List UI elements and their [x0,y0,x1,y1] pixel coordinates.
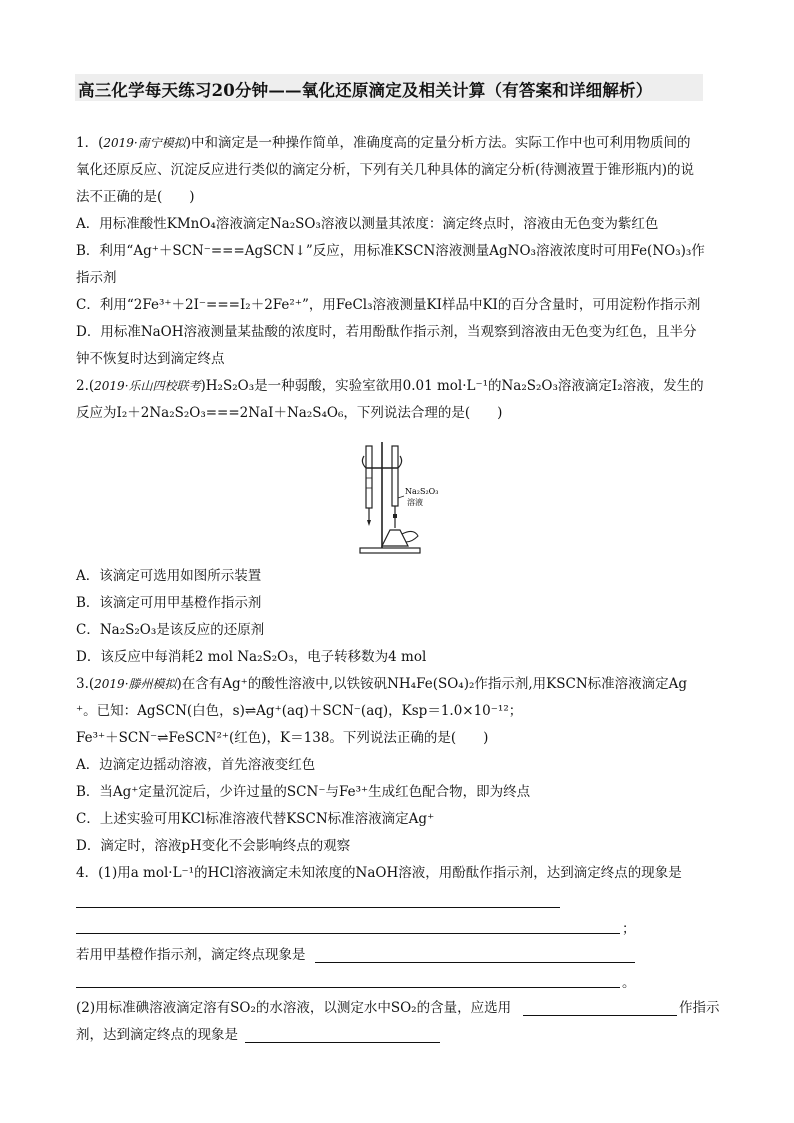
q2-option-d: D．该反应中每消耗2 mol Na₂S₂O₃，电子转移数为4 mol [76,649,427,665]
q3-number: 3.( [76,676,95,692]
q3-option-d: D．滴定时，溶液pH变化不会影响终点的观察 [76,838,351,854]
q1-line3: 法不正确的是( ) [76,189,195,205]
q1-option-a: A．用标准酸性KMnO₄溶液滴定Na₂SO₃溶液以测量其浓度：滴定终点时，溶液由无色变为紫红色 [76,216,659,232]
q3-text: )在含有Ag⁺的酸性溶液中,以铁铵矾NH₄Fe(SO₄)₂作指示剂,用KSCN标准溶液滴定Ag [176,676,688,692]
q1-number: 1．( [76,135,104,151]
q1-option-d-2: 钟不恢复时达到滴定终点 [76,351,225,367]
page-title: 高三化学每天练习20分钟——氧化还原滴定及相关计算（有答案和详细解析） [78,81,653,100]
titration-apparatus-drawing [352,438,444,556]
q3-line1 [76,674,687,694]
q4-part2-text: (2)用标准碘溶液滴定溶有SO₂的水溶液，以测定水中SO₂的含量，应选用 [76,1000,512,1016]
figure-label-solution: 溶液 [407,498,423,507]
q4-semicolon: ； [622,921,636,937]
q2-source: 2019·乐山四校联考 [94,379,201,393]
answer-blank-5[interactable] [523,1015,677,1016]
q1-option-b-2: 指示剂 [76,270,117,286]
q4-line5 [76,998,511,1018]
q1-option-d-1: D．用标准NaOH溶液测量某盐酸的浓度时，若用酚酞作指示剂，当观察到溶液由无色变为红色，且半分 [76,324,697,340]
q4-period: 。 [622,975,636,991]
answer-blank-1[interactable] [76,907,560,908]
q2-option-b: B．该滴定可用甲基橙作指示剂 [76,595,262,611]
q2-line2: 反应为I₂＋2Na₂S₂O₃===2NaI＋Na₂S₄O₆，下列说法合理的是( ) [76,405,503,421]
answer-blank-2[interactable] [76,933,620,934]
q3-source: 2019·滕州模拟 [94,677,177,691]
q4-line5-suffix: 作指示 [679,1000,720,1016]
q2-option-a: A．该滴定可选用如图所示装置 [76,568,262,584]
q3-option-b: B．当Ag⁺定量沉淀后，少许过量的SCN⁻与Fe³⁺生成红色配合物，即为终点 [76,784,531,800]
q4-line3: 若用甲基橙作指示剂，滴定终点现象是 [76,947,306,963]
figure-label-reagent: Na₂S₂O₃ [405,487,439,496]
q2-text: )H₂S₂O₃是一种弱酸，实验室欲用0.01 mol·L⁻¹的Na₂S₂O₃溶液滴定I₂溶液，发生的 [200,378,704,394]
q2-line1 [76,376,704,396]
q4-line6: 剂，达到滴定终点的现象是 [76,1027,238,1043]
q1-line2: 氧化还原反应、沉淀反应进行类似的滴定分析，下列有关几种具体的滴定分析(待测液置于锥形瓶内)的说 [76,162,695,178]
q3-line2: ⁺。已知：AgSCN(白色，s)⇌Ag⁺(aq)＋SCN⁻(aq)，Ksp＝1.0×10⁻¹²； [76,703,523,719]
q3-line3: Fe³⁺＋SCN⁻⇌FeSCN²⁺(红色)，K＝138。下列说法正确的是( ) [76,730,489,746]
q4-line1: 4．(1)用a mol·L⁻¹的HCl溶液滴定未知浓度的NaOH溶液，用酚酞作指示剂，达到滴定终点的现象是 [76,865,682,881]
answer-blank-6[interactable] [245,1042,440,1043]
answer-blank-3[interactable] [315,962,635,963]
q2-number: 2.( [76,378,95,394]
q1-option-b-1: B．利用“Ag⁺＋SCN⁻===AgSCN↓”反应，用标准KSCN溶液测量AgNO₃溶液浓度时可用Fe(NO₃)₃作 [76,243,705,259]
q1-text: )中和滴定是一种操作简单，准确度高的定量分析方法。实际工作中也可利用物质间的 [185,135,691,151]
titration-apparatus-figure [352,438,444,556]
q1-option-c: C．利用“2Fe³⁺＋2I⁻===I₂＋2Fe²⁺”，用FeCl₃溶液测量KI样品中KI的百分含量时，可用淀粉作指示剂 [76,297,701,313]
q3-option-c: C．上述实验可用KCl标准溶液代替KSCN标准溶液滴定Ag⁺ [76,811,435,827]
q3-option-a: A．边滴定边摇动溶液，首先溶液变红色 [76,757,316,773]
q1-line1 [76,133,691,153]
q1-source: 2019·南宁模拟 [103,136,186,150]
q2-option-c: C．Na₂S₂O₃是该反应的还原剂 [76,622,265,638]
answer-blank-4[interactable] [76,987,620,988]
